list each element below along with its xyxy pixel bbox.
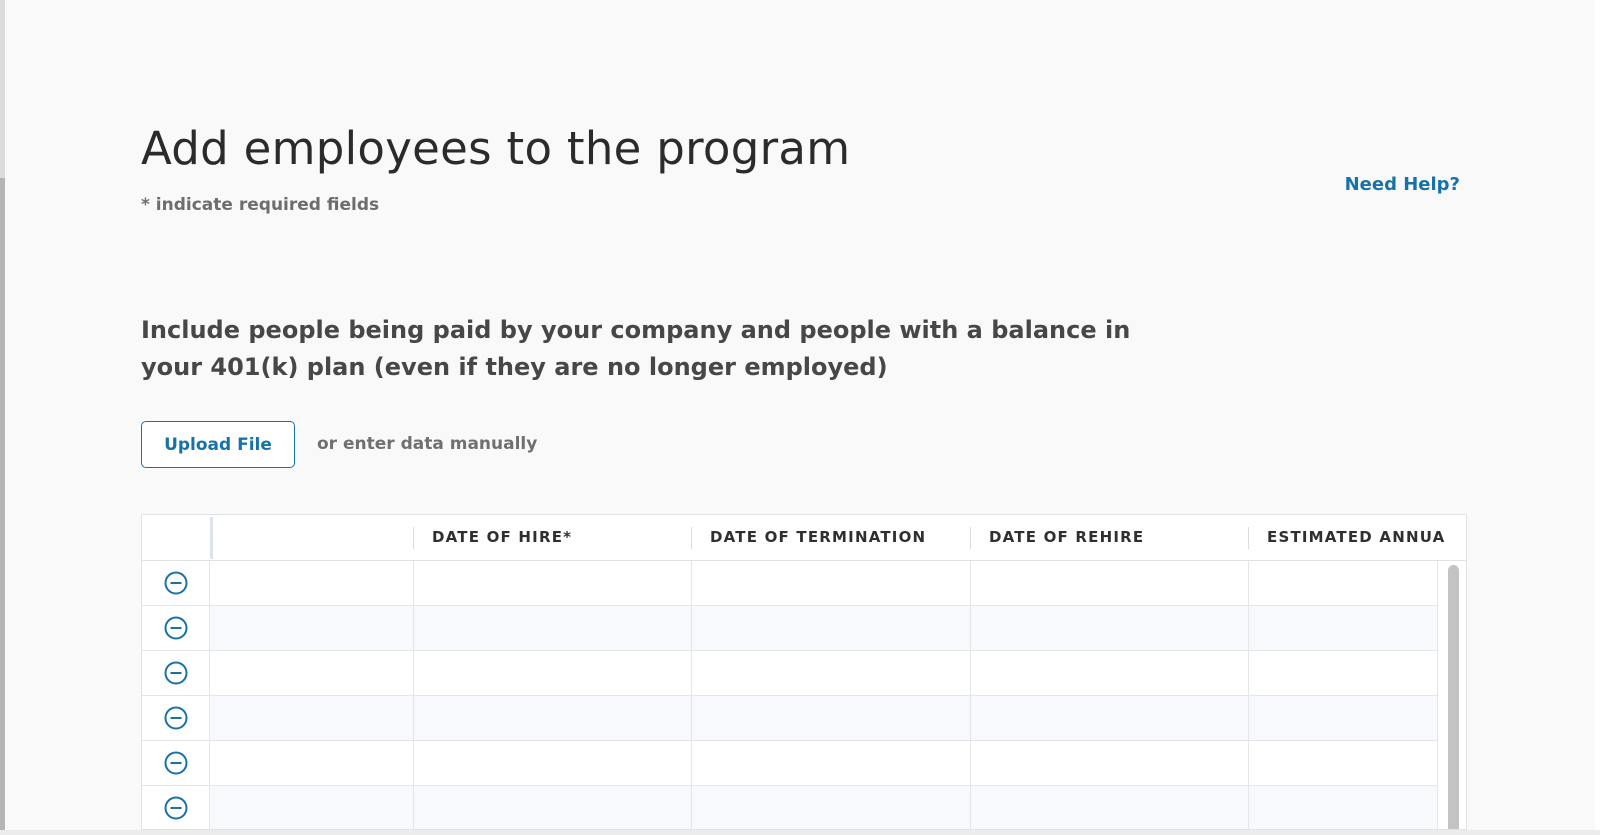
minus-circle-icon[interactable]: [164, 751, 188, 775]
employee-grid: [141, 514, 1467, 830]
header-cell-actions: [142, 515, 210, 560]
upload-file-button[interactable]: Upload File: [141, 421, 295, 468]
table-row: [142, 786, 1438, 830]
row-action-cell: [142, 696, 210, 740]
cell-employee[interactable]: [210, 651, 414, 695]
cell-estimated-annual[interactable]: [1249, 651, 1438, 695]
manual-entry-note: or enter data manually: [317, 434, 538, 454]
grid-body: [142, 561, 1438, 830]
cell-employee[interactable]: [210, 696, 414, 740]
need-help-link[interactable]: Need Help?: [1344, 174, 1460, 195]
minus-circle-icon[interactable]: [164, 616, 188, 640]
grid-header: [142, 515, 1466, 561]
minus-circle-icon[interactable]: [164, 571, 188, 595]
cell-date-of-termination[interactable]: [692, 606, 971, 650]
instructions-text: Include people being paid by your company and people with a balance in your 401(k) plan (even if they are no longer employed): [141, 316, 1131, 381]
header-date-of-termination[interactable]: DATE OF TERMINATION: [710, 528, 927, 546]
row-action-cell: [142, 741, 210, 785]
row-action-cell: [142, 561, 210, 605]
cell-estimated-annual[interactable]: [1249, 606, 1438, 650]
required-fields-note: * indicate required fields: [141, 195, 380, 215]
grid-scrollbar-thumb[interactable]: [1448, 565, 1459, 830]
header-estimated-annual[interactable]: ESTIMATED ANNUA: [1267, 528, 1446, 546]
row-action-cell: [142, 651, 210, 695]
cell-date-of-rehire[interactable]: [971, 696, 1249, 740]
cell-date-of-rehire[interactable]: [971, 786, 1249, 830]
minus-circle-icon[interactable]: [164, 796, 188, 820]
cell-estimated-annual[interactable]: [1249, 696, 1438, 740]
table-row: [142, 561, 1438, 606]
cell-date-of-hire[interactable]: [414, 561, 692, 605]
row-action-cell: [142, 786, 210, 830]
header-date-of-rehire[interactable]: DATE OF REHIRE: [989, 528, 1145, 546]
cell-date-of-termination[interactable]: [692, 696, 971, 740]
cell-date-of-termination[interactable]: [692, 786, 971, 830]
table-row: [142, 606, 1438, 651]
table-row: [142, 651, 1438, 696]
row-action-cell: [142, 606, 210, 650]
cell-date-of-termination[interactable]: [692, 561, 971, 605]
window-left-edge-highlight: [0, 0, 5, 178]
header-cell-employee[interactable]: [212, 515, 414, 560]
cell-estimated-annual[interactable]: [1249, 741, 1438, 785]
cell-date-of-rehire[interactable]: [971, 651, 1249, 695]
cell-employee[interactable]: [210, 741, 414, 785]
cell-employee[interactable]: [210, 786, 414, 830]
window-bottom-edge: [0, 830, 1600, 835]
cell-date-of-termination[interactable]: [692, 651, 971, 695]
cell-date-of-hire[interactable]: [414, 696, 692, 740]
cell-employee[interactable]: [210, 606, 414, 650]
minus-circle-icon[interactable]: [164, 661, 188, 685]
minus-circle-icon[interactable]: [164, 706, 188, 730]
cell-date-of-hire[interactable]: [414, 786, 692, 830]
table-row: [142, 696, 1438, 741]
cell-date-of-rehire[interactable]: [971, 741, 1249, 785]
cell-date-of-termination[interactable]: [692, 741, 971, 785]
cell-estimated-annual[interactable]: [1249, 786, 1438, 830]
cell-date-of-rehire[interactable]: [971, 561, 1249, 605]
cell-date-of-hire[interactable]: [414, 606, 692, 650]
cell-date-of-hire[interactable]: [414, 741, 692, 785]
header-date-of-hire[interactable]: DATE OF HIRE*: [432, 528, 573, 546]
page-container: [5, 0, 1595, 830]
cell-employee[interactable]: [210, 561, 414, 605]
table-row: [142, 741, 1438, 786]
cell-date-of-hire[interactable]: [414, 651, 692, 695]
cell-date-of-rehire[interactable]: [971, 606, 1249, 650]
page-title: Add employees to the program: [141, 122, 851, 175]
cell-estimated-annual[interactable]: [1249, 561, 1438, 605]
